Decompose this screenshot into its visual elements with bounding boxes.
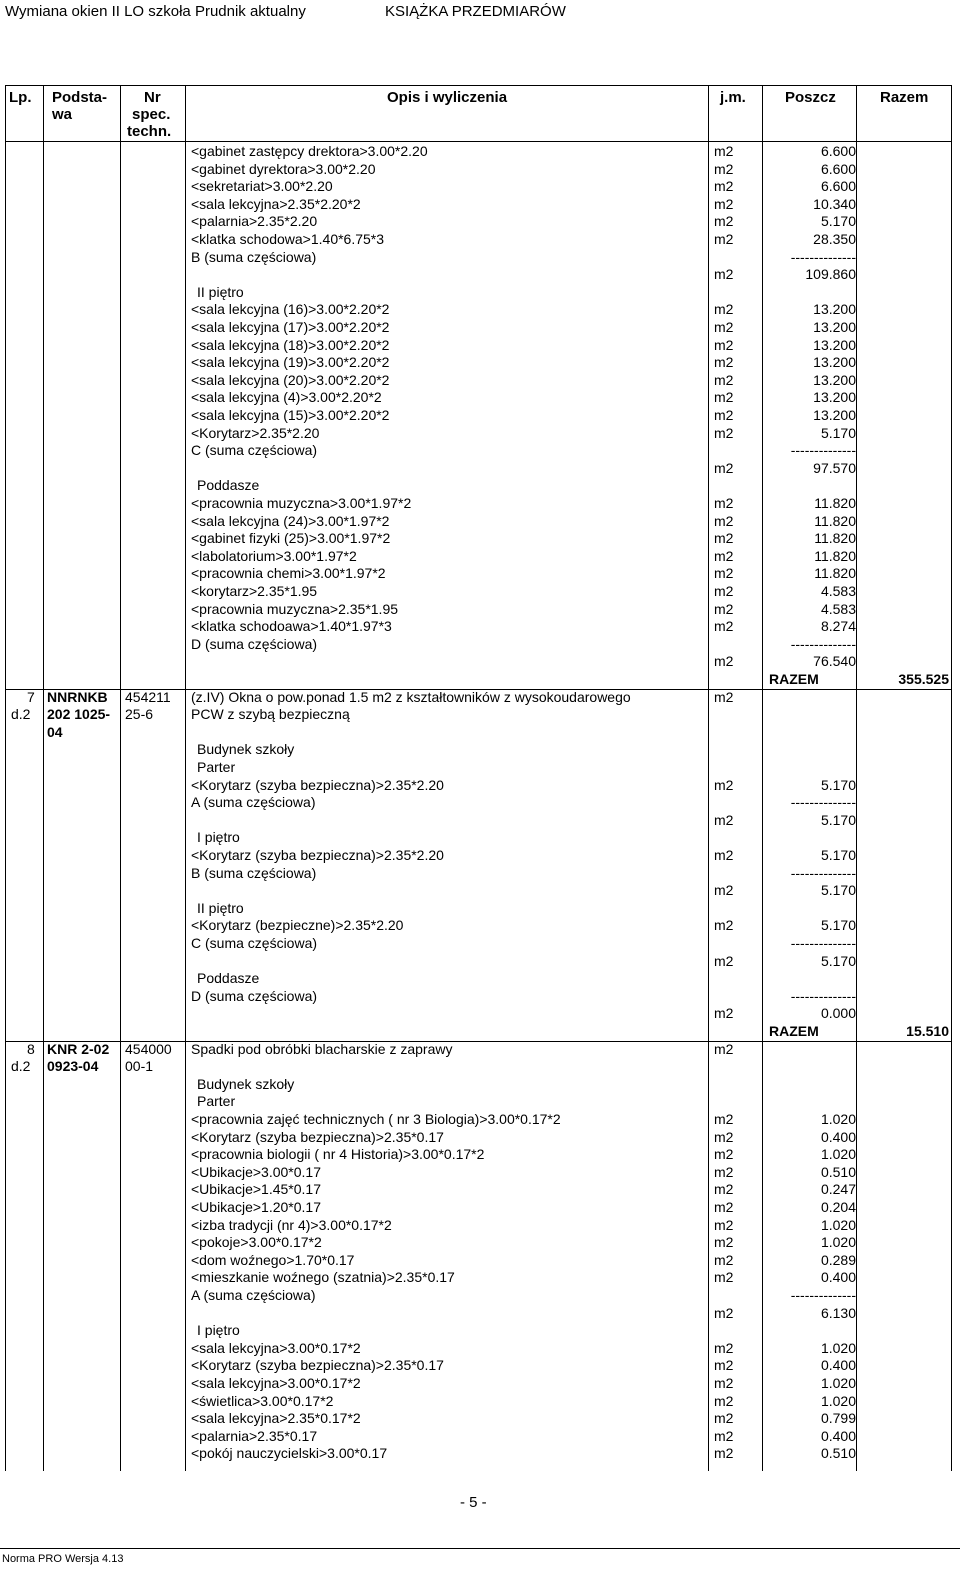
row-value: 6.130 <box>820 1304 856 1321</box>
row-description: Parter <box>197 1093 236 1110</box>
row-value: 109.860 <box>805 266 856 283</box>
table-row <box>5 970 952 988</box>
row-value: 5.170 <box>820 776 856 793</box>
total-label: RAZEM <box>769 671 819 687</box>
table-top-border <box>5 85 952 86</box>
row-unit: m2 <box>714 495 734 511</box>
row-unit: m2 <box>714 688 734 705</box>
row-value: 5.170 <box>820 952 856 969</box>
row-unit: m2 <box>714 1375 734 1391</box>
app-version: Norma PRO Wersja 4.13 <box>2 1553 124 1565</box>
table-row <box>5 1305 952 1323</box>
row-value: 0.510 <box>820 1163 856 1180</box>
table-row <box>5 161 952 179</box>
row-description: <sala lekcyjna>3.00*0.17*2 <box>191 1375 361 1391</box>
row-value: 5.170 <box>820 882 856 899</box>
row-value: -------------- <box>790 442 856 459</box>
total-row <box>5 671 952 689</box>
document-header <box>5 3 955 23</box>
table-row <box>5 1428 952 1446</box>
row-unit: m2 <box>714 1357 734 1374</box>
row-value: -------------- <box>790 248 856 265</box>
row-unit: m2 <box>714 354 734 371</box>
row-unit: m2 <box>714 1304 734 1321</box>
row-unit: m2 <box>714 1216 734 1233</box>
header-jm: j.m. <box>720 89 746 106</box>
row-unit: m2 <box>714 618 734 635</box>
table-row <box>5 495 952 513</box>
row-value: 0.400 <box>820 1357 856 1374</box>
position-subnumber: d.2 <box>11 1058 31 1075</box>
position-basis: 0923-04 <box>47 1058 99 1075</box>
position-basis: KNR 2-02 <box>47 1040 110 1057</box>
row-unit: m2 <box>714 1392 734 1409</box>
row-unit: m2 <box>714 1339 734 1356</box>
row-value: 13.200 <box>813 371 856 388</box>
row-description: Spadki pod obróbki blacharskie z zaprawy <box>191 1040 453 1057</box>
table-row <box>5 425 952 443</box>
row-value: 13.200 <box>813 301 856 318</box>
table-row <box>5 1269 952 1287</box>
row-value: 97.570 <box>813 459 856 476</box>
table-row <box>5 653 952 671</box>
row-unit: m2 <box>714 547 734 564</box>
table-row <box>5 266 952 284</box>
footer-divider <box>0 1548 960 1549</box>
row-description: <Ubikacje>1.20*0.17 <box>191 1199 321 1215</box>
position-spec: 454000 <box>125 1040 172 1057</box>
row-unit: m2 <box>714 565 734 582</box>
row-value: 0.289 <box>820 1251 856 1268</box>
row-unit: m2 <box>714 583 734 599</box>
table-row <box>5 530 952 548</box>
table-row <box>5 354 952 372</box>
table-row <box>5 865 952 883</box>
table-row <box>5 548 952 566</box>
row-description: B (suma częściowa) <box>191 864 317 881</box>
row-description: <labolatorium>3.00*1.97*2 <box>191 547 357 564</box>
position-spec: 25-6 <box>125 706 154 723</box>
table-row <box>5 1234 952 1252</box>
row-description: <mieszkanie woźnego (szatnia)>2.35*0.17 <box>191 1269 455 1286</box>
row-description: <Korytarz>2.35*2.20 <box>191 424 320 441</box>
row-description: <sala lekcyjna>3.00*0.17*2 <box>191 1339 361 1356</box>
row-value: 13.200 <box>813 354 856 371</box>
row-value: 1.020 <box>820 1375 856 1391</box>
row-description: <pracownia muzyczna>2.35*1.95 <box>191 600 399 617</box>
row-description: <izba tradycji (nr 4)>3.00*0.17*2 <box>191 1216 392 1233</box>
table-row <box>5 1005 952 1023</box>
table-row <box>5 1217 952 1235</box>
row-unit: m2 <box>714 653 734 670</box>
row-value: 11.820 <box>814 495 856 511</box>
row-value: 5.170 <box>820 424 856 441</box>
row-description: Poddasze <box>197 970 260 987</box>
row-value: 6.600 <box>820 178 856 195</box>
table-row <box>5 143 952 161</box>
table-row <box>5 477 952 495</box>
row-unit: m2 <box>714 1181 734 1198</box>
table-row <box>5 829 952 847</box>
row-value: 13.200 <box>813 389 856 406</box>
position-spec: 454211 <box>125 688 171 705</box>
row-description: A (suma częściowa) <box>191 1287 316 1303</box>
row-value: 1.020 <box>820 1339 856 1356</box>
row-unit: m2 <box>714 847 734 863</box>
row-value: 8.274 <box>820 618 856 635</box>
table-row <box>5 249 952 267</box>
table-row <box>5 301 952 319</box>
table-row <box>5 900 952 918</box>
table-row <box>5 1129 952 1147</box>
table-row <box>5 812 952 830</box>
row-description: I piętro <box>197 829 240 846</box>
row-description: (z.IV) Okna o pow.ponad 1.5 m2 z kształtowników z wysokoudarowego <box>191 688 631 705</box>
table-row <box>5 935 952 953</box>
row-description: <świetlica>3.00*0.17*2 <box>191 1392 334 1409</box>
row-unit: m2 <box>714 600 734 617</box>
row-unit: m2 <box>714 952 734 969</box>
table-row <box>5 460 952 478</box>
row-description: <Ubikacje>1.45*0.17 <box>191 1181 321 1198</box>
table-row <box>5 513 952 531</box>
header-nr-1: Nr <box>144 89 161 106</box>
row-unit: m2 <box>714 371 734 388</box>
row-unit: m2 <box>714 917 734 934</box>
row-description: <sala lekcyjna (18)>3.00*2.20*2 <box>191 336 390 353</box>
table-row <box>5 759 952 777</box>
position-subnumber: d.2 <box>11 706 31 723</box>
row-description: <palarnia>2.35*2.20 <box>191 213 318 230</box>
table-row <box>5 618 952 636</box>
row-value: 5.170 <box>820 917 856 934</box>
row-value: 5.170 <box>820 847 856 863</box>
table-row <box>5 1393 952 1411</box>
table-row <box>5 636 952 654</box>
row-description: <Korytarz (szyba bezpieczna)>2.35*0.17 <box>191 1128 444 1145</box>
row-unit: m2 <box>714 811 734 828</box>
table-row <box>5 1410 952 1428</box>
table-row <box>5 601 952 619</box>
row-unit: m2 <box>714 231 734 247</box>
row-value: 0.400 <box>820 1427 856 1444</box>
header-nr-3: techn. <box>127 123 172 140</box>
row-value: -------------- <box>790 635 856 652</box>
row-unit: m2 <box>714 424 734 441</box>
table-row <box>5 847 952 865</box>
row-description: <pracownia zajęć technicznych ( nr 3 Biologia)>3.00*0.17*2 <box>191 1111 561 1127</box>
row-description: <sala lekcyjna (19)>3.00*2.20*2 <box>191 354 390 371</box>
row-unit: m2 <box>714 512 734 529</box>
header-razem: Razem <box>880 89 929 106</box>
row-unit: m2 <box>714 1251 734 1268</box>
row-description: Poddasze <box>197 477 260 494</box>
row-unit: m2 <box>714 1040 734 1057</box>
table-row <box>5 1093 952 1111</box>
row-description: <pracownia muzyczna>3.00*1.97*2 <box>191 495 412 511</box>
row-unit: m2 <box>714 459 734 476</box>
table-row <box>5 1375 952 1393</box>
row-unit: m2 <box>714 1234 734 1251</box>
row-value: 13.200 <box>813 407 856 423</box>
row-description: <Korytarz (bezpieczne)>2.35*2.20 <box>191 917 404 934</box>
row-value: 11.820 <box>814 512 856 529</box>
row-value: 4.583 <box>820 583 856 599</box>
table-row <box>5 372 952 390</box>
table-row <box>5 196 952 214</box>
row-value: 11.820 <box>814 547 856 564</box>
row-description: <sala lekcyjna (17)>3.00*2.20*2 <box>191 319 390 335</box>
row-description: A (suma częściowa) <box>191 794 316 811</box>
header-lp: Lp. <box>9 89 32 106</box>
row-description: <gabinet zastępcy drektora>3.00*2.20 <box>191 143 428 159</box>
row-description: <sala lekcyjna (15)>3.00*2.20*2 <box>191 407 390 423</box>
row-unit: m2 <box>714 319 734 335</box>
table-row <box>5 882 952 900</box>
table-row <box>5 1340 952 1358</box>
table-row <box>5 319 952 337</box>
row-value: 0.000 <box>820 1005 856 1022</box>
header-podstawa-1: Podsta- <box>52 89 108 106</box>
row-description: <pracownia biologii ( nr 4 Historia)>3.00*0.17*2 <box>191 1146 485 1163</box>
row-value: 11.820 <box>814 565 856 582</box>
row-description: <sekretariat>3.00*2.20 <box>191 178 333 195</box>
row-value: 6.600 <box>820 160 856 177</box>
row-description: <pracownia chemi>3.00*1.97*2 <box>191 565 386 582</box>
row-value: 76.540 <box>813 653 856 670</box>
position-number: 7 <box>27 688 35 705</box>
document-section: KSIĄŻKA PRZEDMIARÓW <box>385 3 566 20</box>
table-row <box>5 389 952 407</box>
row-value: 0.400 <box>820 1128 856 1145</box>
row-description: <korytarz>2.35*1.95 <box>191 583 318 599</box>
table-row <box>5 1181 952 1199</box>
row-description: II piętro <box>197 283 244 300</box>
row-unit: m2 <box>714 530 734 547</box>
row-description: <sala lekcyjna>2.35*2.20*2 <box>191 195 361 212</box>
row-unit: m2 <box>714 1111 734 1127</box>
row-unit: m2 <box>714 143 734 159</box>
position-basis: NNRNKB <box>47 688 108 705</box>
row-unit: m2 <box>714 301 734 318</box>
table-row <box>5 917 952 935</box>
row-description: <Korytarz (szyba bezpieczna)>2.35*2.20 <box>191 847 444 863</box>
page-number: - 5 - <box>460 1494 487 1511</box>
row-unit: m2 <box>714 1146 734 1163</box>
row-description: <gabinet dyrektora>3.00*2.20 <box>191 160 376 177</box>
row-description: <pokoje>3.00*0.17*2 <box>191 1234 322 1251</box>
table-row <box>5 284 952 302</box>
row-description: Parter <box>197 759 236 775</box>
row-unit: m2 <box>714 389 734 406</box>
row-description: <Korytarz (szyba bezpieczna)>2.35*0.17 <box>191 1357 444 1374</box>
row-unit: m2 <box>714 1445 734 1462</box>
row-unit: m2 <box>714 1128 734 1145</box>
row-unit: m2 <box>714 1269 734 1286</box>
table-row <box>5 741 952 759</box>
table-row <box>5 1146 952 1164</box>
row-value: 5.170 <box>820 811 856 828</box>
row-unit: m2 <box>714 1427 734 1444</box>
table-row <box>5 213 952 231</box>
row-description: C (suma częściowa) <box>191 935 318 951</box>
row-value: 0.247 <box>820 1181 856 1198</box>
row-value: -------------- <box>790 987 856 1004</box>
row-unit: m2 <box>714 1005 734 1022</box>
table-row <box>5 777 952 795</box>
row-value: 13.200 <box>813 319 856 335</box>
position-number: 8 <box>27 1040 35 1057</box>
row-description: D (suma częściowa) <box>191 635 318 652</box>
header-poszcz: Poszcz <box>785 89 836 106</box>
row-value: 1.020 <box>820 1216 856 1233</box>
row-description: <sala lekcyjna (24)>3.00*1.97*2 <box>191 512 390 529</box>
row-description: <Korytarz (szyba bezpieczna)>2.35*2.20 <box>191 776 444 793</box>
row-description: <klatka schodowa>1.40*6.75*3 <box>191 231 385 247</box>
table-row <box>5 724 952 742</box>
total-value: 355.525 <box>898 671 949 687</box>
row-value: 1.020 <box>820 1146 856 1163</box>
row-value: 5.170 <box>820 213 856 230</box>
row-description: <sala lekcyjna (4)>3.00*2.20*2 <box>191 389 382 406</box>
row-value: -------------- <box>790 935 856 951</box>
row-description: <sala lekcyjna (20)>3.00*2.20*2 <box>191 371 390 388</box>
row-description: <palarnia>2.35*0.17 <box>191 1427 318 1444</box>
table-row <box>5 407 952 425</box>
table-row <box>5 1252 952 1270</box>
row-value: 11.820 <box>814 530 856 547</box>
row-unit: m2 <box>714 195 734 212</box>
table-row <box>5 442 952 460</box>
row-unit: m2 <box>714 336 734 353</box>
row-value: 0.510 <box>820 1445 856 1462</box>
row-value: 28.350 <box>813 231 856 247</box>
table-row <box>5 1322 952 1340</box>
row-value: 0.400 <box>820 1269 856 1286</box>
row-value: -------------- <box>790 864 856 881</box>
row-value: 4.583 <box>820 600 856 617</box>
table-row <box>5 1357 952 1375</box>
row-description: Budynek szkoły <box>197 1075 295 1092</box>
table-row <box>5 1287 952 1305</box>
total-row <box>5 1023 952 1041</box>
table-row <box>5 178 952 196</box>
row-description: PCW z szybą bezpieczną <box>191 706 350 723</box>
table-row <box>5 1199 952 1217</box>
row-value: 0.799 <box>820 1410 856 1427</box>
row-value: -------------- <box>790 1287 856 1303</box>
table-row <box>5 988 952 1006</box>
table-row <box>5 1164 952 1182</box>
row-unit: m2 <box>714 160 734 177</box>
row-unit: m2 <box>714 407 734 423</box>
table-row <box>5 1076 952 1094</box>
position-basis: 04 <box>47 723 63 740</box>
header-nr-2: spec. <box>132 106 171 123</box>
row-description: <sala lekcyjna>2.35*0.17*2 <box>191 1410 361 1427</box>
table-row <box>5 231 952 249</box>
table-row <box>5 794 952 812</box>
row-description: <gabinet fizyki (25)>3.00*1.97*2 <box>191 530 391 547</box>
row-description: <pokój nauczycielski>3.00*0.17 <box>191 1445 388 1462</box>
header-opis: Opis i wyliczenia <box>387 89 508 106</box>
table-row <box>5 337 952 355</box>
document-title: Wymiana okien II LO szkoła Prudnik aktualny <box>5 3 306 20</box>
total-label: RAZEM <box>769 1023 819 1039</box>
row-value: 13.200 <box>813 336 856 353</box>
row-value: 1.020 <box>820 1234 856 1251</box>
estimate-table <box>5 85 952 1471</box>
row-value: 0.204 <box>820 1199 856 1215</box>
header-podstawa-2: wa <box>52 106 73 123</box>
row-unit: m2 <box>714 178 734 195</box>
row-value: 1.020 <box>820 1111 856 1127</box>
row-unit: m2 <box>714 1163 734 1180</box>
row-value: 6.600 <box>820 143 856 159</box>
position-basis: 202 1025- <box>47 706 111 723</box>
total-value: 15.510 <box>906 1023 949 1039</box>
row-description: I piętro <box>197 1322 240 1339</box>
row-description: D (suma częściowa) <box>191 987 318 1004</box>
table-row <box>5 953 952 971</box>
row-value: -------------- <box>790 794 856 811</box>
header-bottom-border <box>5 141 952 142</box>
row-description: Budynek szkoły <box>197 741 295 758</box>
table-row <box>5 583 952 601</box>
row-description: C (suma częściowa) <box>191 442 318 459</box>
row-description: <Ubikacje>3.00*0.17 <box>191 1163 321 1180</box>
row-unit: m2 <box>714 266 734 283</box>
row-value: 1.020 <box>820 1392 856 1409</box>
row-description: B (suma częściowa) <box>191 248 317 265</box>
row-description: <sala lekcyjna (16)>3.00*2.20*2 <box>191 301 390 318</box>
row-unit: m2 <box>714 776 734 793</box>
row-unit: m2 <box>714 213 734 230</box>
row-unit: m2 <box>714 882 734 899</box>
table-row <box>5 1445 952 1463</box>
position-spec: 00-1 <box>125 1058 154 1075</box>
table-row <box>5 1111 952 1129</box>
row-value: 10.340 <box>813 195 856 212</box>
row-description: <klatka schodoawa>1.40*1.97*3 <box>191 618 392 635</box>
row-unit: m2 <box>714 1199 734 1215</box>
table-row <box>5 565 952 583</box>
row-description: II piętro <box>197 899 244 916</box>
row-unit: m2 <box>714 1410 734 1427</box>
row-description: <dom woźnego>1.70*0.17 <box>191 1251 355 1268</box>
